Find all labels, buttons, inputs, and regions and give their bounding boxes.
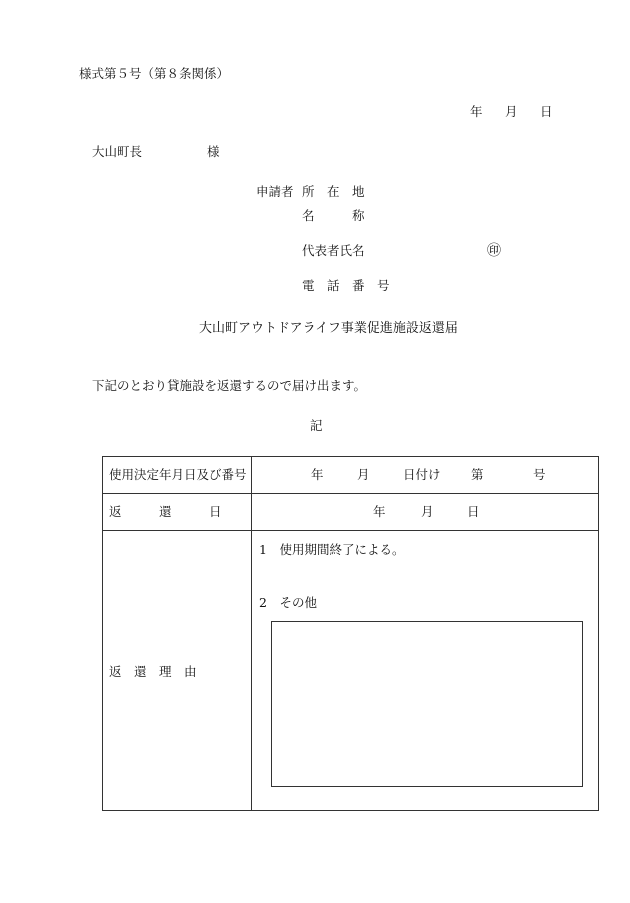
applicant-representative-label: 代表者氏名 — [302, 243, 365, 258]
usage-decision-month: 月 — [357, 467, 370, 482]
addressee-honorific: 様 — [207, 144, 220, 159]
other-reason-box[interactable] — [271, 621, 583, 787]
return-details-table — [102, 456, 599, 811]
return-date-label: 返 還 日 — [109, 504, 222, 519]
usage-decision-year: 年 — [311, 467, 324, 482]
return-date-day: 日 — [467, 504, 480, 519]
usage-decision-label: 使用決定年月日及び番号 — [109, 467, 247, 482]
return-reason-option-2: 2 その他 — [259, 595, 317, 610]
return-reason-label: 返 還 理 由 — [109, 664, 197, 679]
table-divider-row1 — [103, 493, 598, 494]
seal-mark: ㊞ — [487, 243, 501, 259]
applicant-phone-label: 電 話 番 号 — [302, 278, 390, 293]
document-title: 大山町アウトドアライフ事業促進施設返還届 — [199, 321, 458, 336]
applicant-label: 申請者 — [256, 184, 294, 199]
applicant-address-label: 所 在 地 — [302, 184, 365, 199]
statement-text: 下記のとおり貸施設を返還するので届け出ます。 — [92, 378, 367, 393]
table-divider-row2 — [103, 530, 598, 531]
return-date-year: 年 — [373, 504, 386, 519]
date-month: 月 — [505, 104, 518, 119]
usage-decision-dated: 日付け — [403, 467, 441, 482]
form-number: 様式第５号（第８条関係） — [79, 66, 230, 81]
table-divider-column — [251, 457, 252, 810]
ki-heading: 記 — [310, 418, 323, 433]
date-day: 日 — [540, 104, 553, 119]
return-reason-option-1: 1 使用期間終了による。 — [259, 542, 405, 557]
addressee-name: 大山町長 — [92, 144, 143, 159]
usage-decision-go: 号 — [533, 467, 546, 482]
applicant-name-label: 名 称 — [302, 208, 365, 223]
usage-decision-dai: 第 — [471, 467, 484, 482]
return-date-month: 月 — [421, 504, 434, 519]
date-year: 年 — [470, 104, 483, 119]
